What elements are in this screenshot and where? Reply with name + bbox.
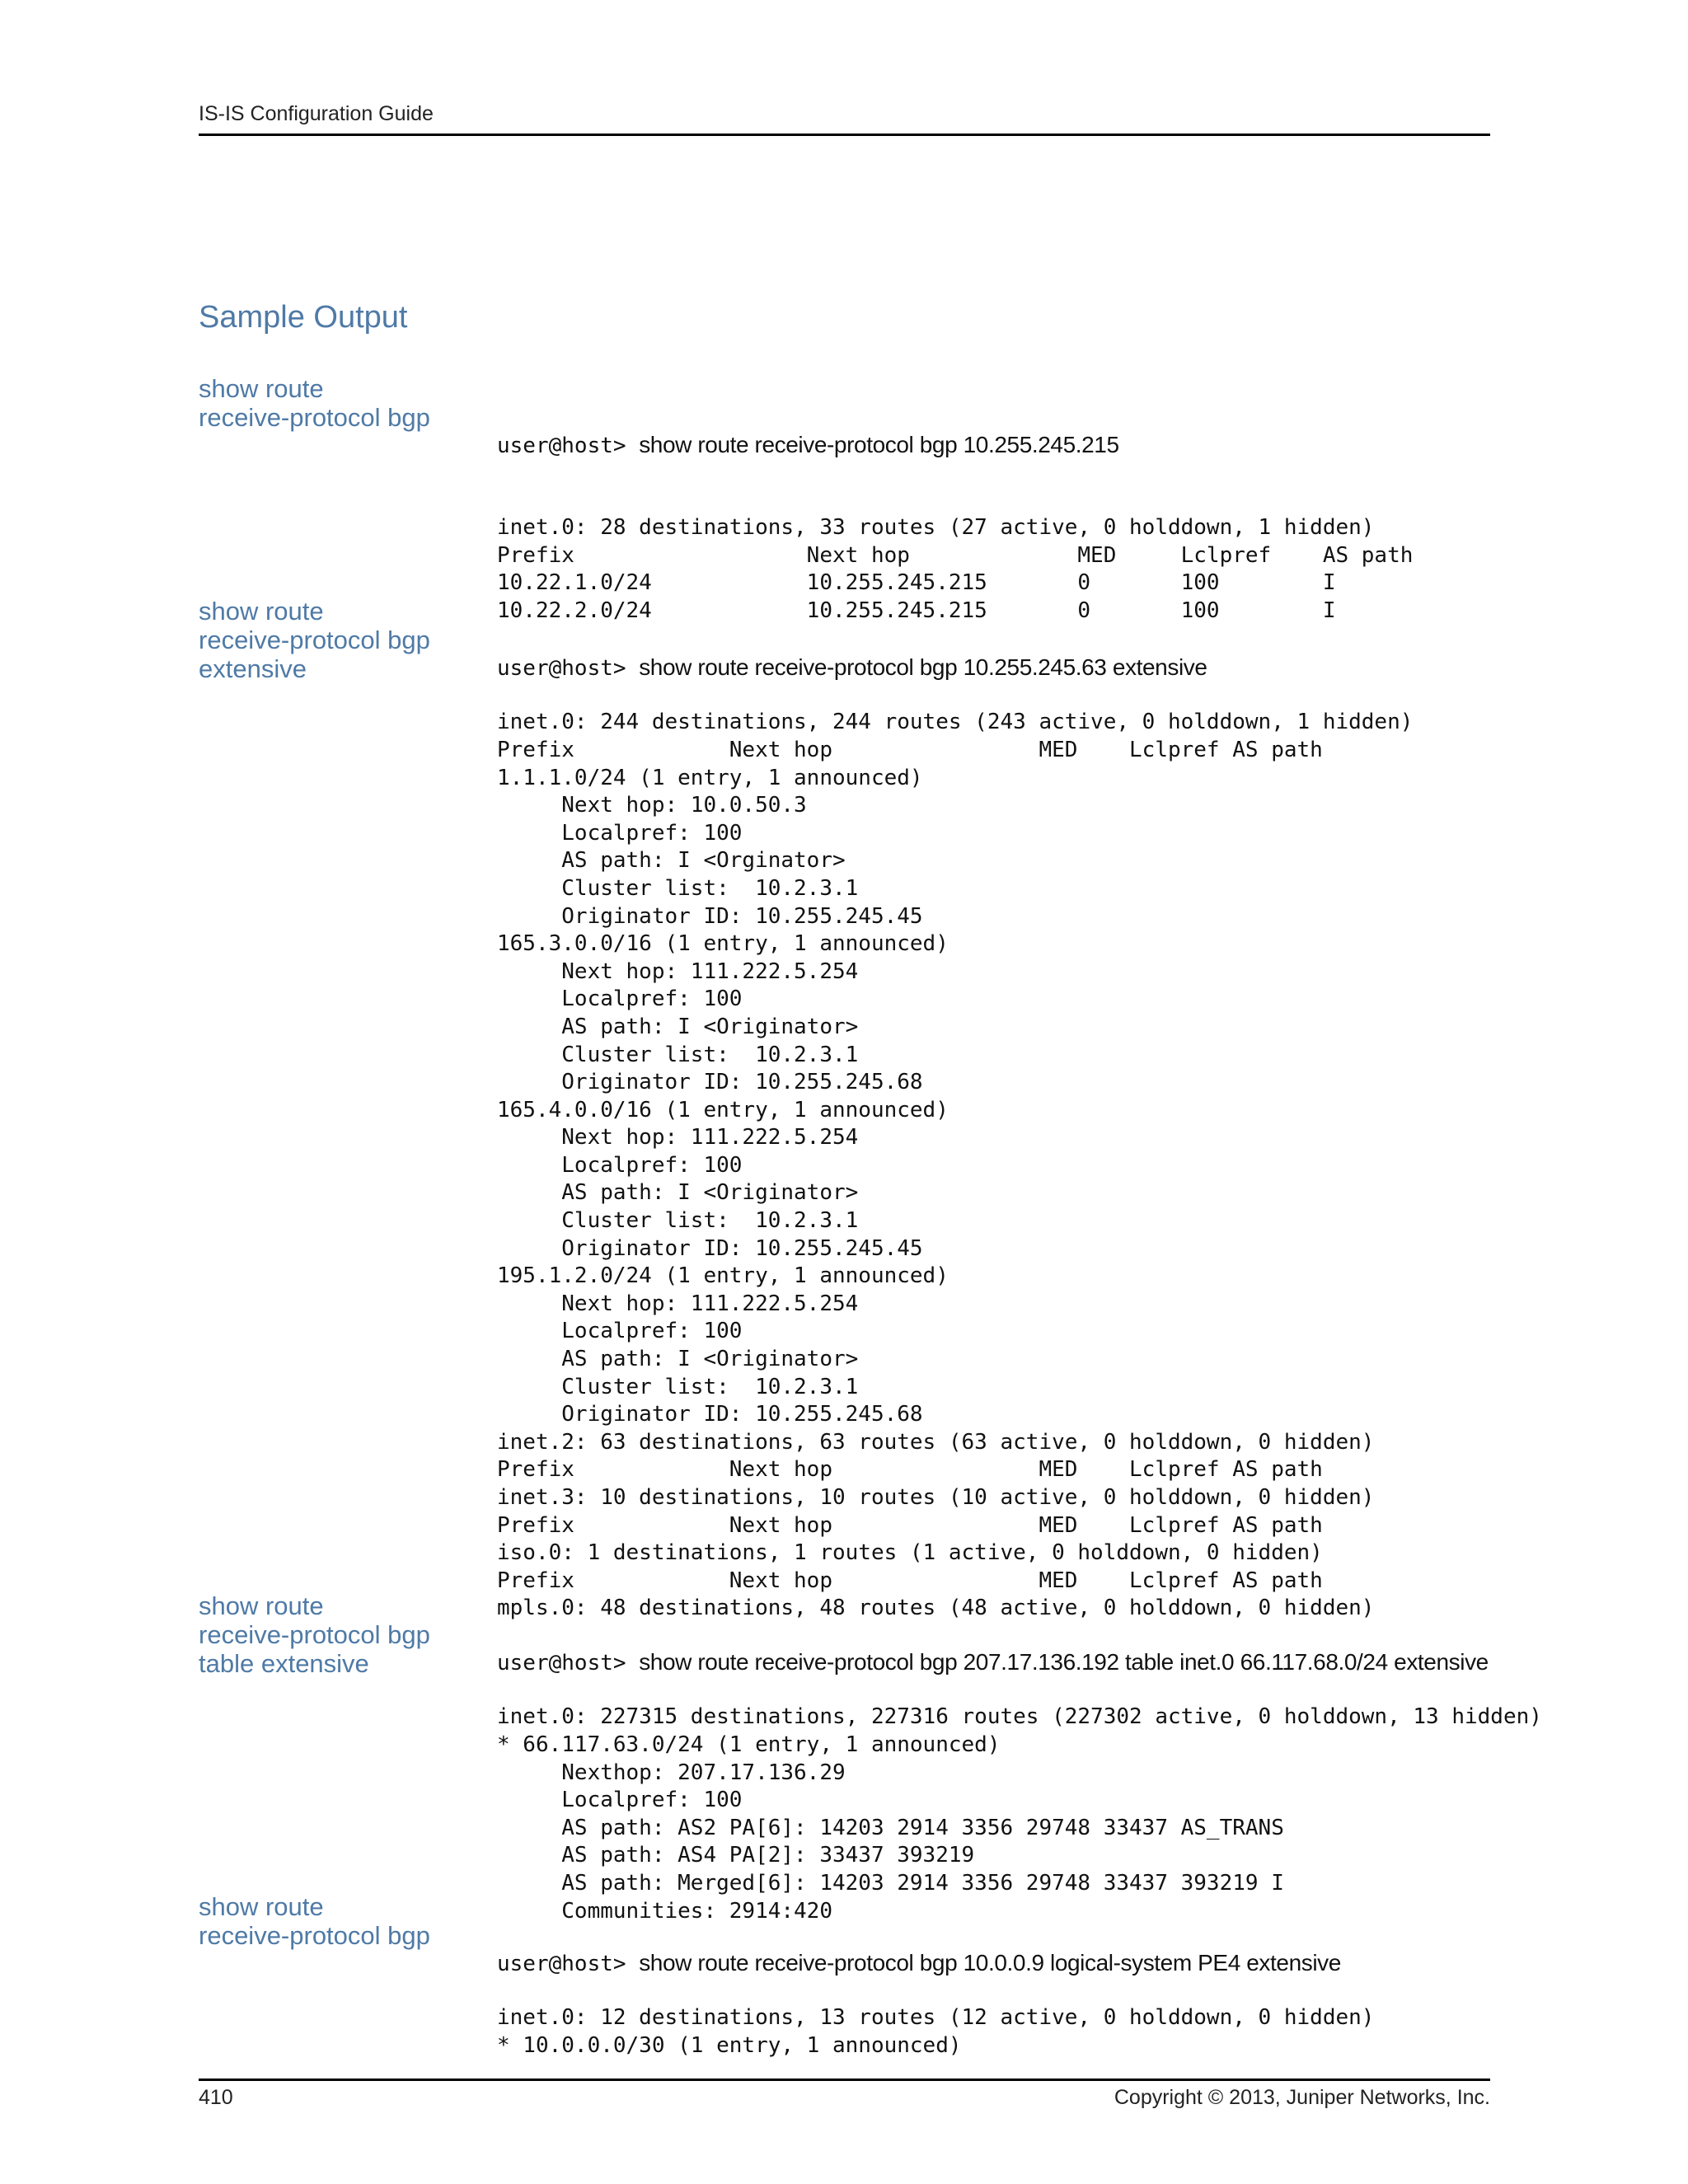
output-line: AS path: I <Orginator> bbox=[497, 848, 846, 874]
output-line: Originator ID: 10.255.245.45 bbox=[497, 1235, 923, 1261]
output-line: AS path: I <Originator> bbox=[497, 1347, 859, 1372]
output-line: Localpref: 100 bbox=[497, 987, 743, 1012]
code-block-2 bbox=[497, 598, 1494, 1623]
output-line: inet.0: 28 destinations, 33 routes (27 active, 0 holddown, 1 hidden) bbox=[497, 514, 1375, 540]
output-line: Next hop: 111.222.5.254 bbox=[497, 1291, 859, 1316]
output-line: 165.4.0.0/16 (1 entry, 1 announced) bbox=[497, 1097, 949, 1122]
output-line: Prefix Next hop MED Lclpref AS path bbox=[497, 1457, 1323, 1483]
example-label-1 bbox=[199, 374, 462, 432]
command-line bbox=[497, 431, 1494, 459]
label-line: show route bbox=[199, 1591, 324, 1620]
output-line: Next hop: 10.0.50.3 bbox=[497, 793, 807, 818]
label-line: show route bbox=[199, 597, 324, 626]
output-line: Nexthop: 207.17.136.29 bbox=[497, 1760, 846, 1785]
output-line: Communities: 2914:420 bbox=[497, 1898, 832, 1924]
output-line: Localpref: 100 bbox=[497, 1152, 743, 1178]
command-line bbox=[497, 1648, 1494, 1676]
output-line: Localpref: 100 bbox=[497, 1319, 743, 1344]
command: show route receive-protocol bgp 10.0.0.9 logical-system PE4 extensive bbox=[639, 1950, 1341, 1976]
code-block-1 bbox=[497, 376, 1494, 625]
label-line: receive-protocol bgp bbox=[199, 1921, 430, 1950]
output-line: Prefix Next hop MED Lclpref AS path bbox=[497, 1568, 1323, 1593]
copyright-notice: Copyright © 2013, Juniper Networks, Inc. bbox=[1114, 2086, 1490, 2109]
output-line: 165.3.0.0/16 (1 entry, 1 announced) bbox=[497, 931, 949, 957]
footer-rule bbox=[199, 2079, 1490, 2081]
command: show route receive-protocol bgp 207.17.136.192 table inet.0 66.117.68.0/24 extensive bbox=[639, 1649, 1489, 1675]
command-line bbox=[497, 1949, 1494, 1977]
prompt: user@host> bbox=[497, 656, 626, 682]
code-block-3 bbox=[497, 1593, 1542, 1925]
output-line: inet.0: 227315 destinations, 227316 routes (227302 active, 0 holddown, 13 hidden) bbox=[497, 1704, 1542, 1730]
header-rule bbox=[199, 134, 1490, 136]
label-line: table extensive bbox=[199, 1649, 369, 1678]
output-line: Prefix Next hop MED Lclpref AS path bbox=[497, 542, 1414, 568]
output-line: Originator ID: 10.255.245.68 bbox=[497, 1070, 923, 1095]
output-line: Prefix Next hop MED Lclpref AS path bbox=[497, 1512, 1323, 1538]
output-line: Cluster list: 10.2.3.1 bbox=[497, 875, 859, 901]
command: show route receive-protocol bgp 10.255.245.215 bbox=[639, 432, 1119, 458]
label-line: show route bbox=[199, 1892, 324, 1921]
output-line: * 66.117.63.0/24 (1 entry, 1 announced) bbox=[497, 1732, 1001, 1757]
output-line: inet.2: 63 destinations, 63 routes (63 active, 0 holddown, 0 hidden) bbox=[497, 1429, 1375, 1455]
output-line: iso.0: 1 destinations, 1 routes (1 active, 0 holddown, 0 hidden) bbox=[497, 1540, 1323, 1566]
prompt: user@host> bbox=[497, 1651, 626, 1676]
prompt: user@host> bbox=[497, 1952, 626, 1977]
output-line: mpls.0: 48 destinations, 48 routes (48 active, 0 holddown, 0 hidden) bbox=[497, 1596, 1375, 1621]
blank-line bbox=[497, 486, 1494, 514]
example-label-3 bbox=[199, 1591, 462, 1678]
output-line: inet.0: 244 destinations, 244 routes (243 active, 0 holddown, 1 hidden) bbox=[497, 710, 1414, 735]
output-line: Next hop: 111.222.5.254 bbox=[497, 1125, 859, 1151]
output-line: Localpref: 100 bbox=[497, 1788, 743, 1813]
output-line: Cluster list: 10.2.3.1 bbox=[497, 1374, 859, 1399]
output-line: Cluster list: 10.2.3.1 bbox=[497, 1208, 859, 1234]
output-line: AS path: Merged[6]: 14203 2914 3356 29748 33437 393219 I bbox=[497, 1870, 1284, 1896]
example-label-4 bbox=[199, 1892, 462, 1950]
output-line: AS path: AS4 PA[2]: 33437 393219 bbox=[497, 1843, 975, 1868]
output-line: AS path: I <Originator> bbox=[497, 1180, 859, 1206]
section-title: Sample Output bbox=[199, 300, 408, 335]
output-line: Originator ID: 10.255.245.68 bbox=[497, 1402, 923, 1427]
label-line: show route bbox=[199, 374, 324, 403]
label-line: receive-protocol bgp bbox=[199, 1620, 430, 1649]
output-line: inet.3: 10 destinations, 10 routes (10 active, 0 holddown, 0 hidden) bbox=[497, 1485, 1375, 1510]
output-line: Localpref: 100 bbox=[497, 820, 743, 846]
label-line: receive-protocol bgp bbox=[199, 403, 430, 432]
command: show route receive-protocol bgp 10.255.245.63 extensive bbox=[639, 654, 1207, 681]
output-line: inet.0: 12 destinations, 13 routes (12 active, 0 holddown, 0 hidden) bbox=[497, 2005, 1375, 2031]
prompt: user@host> bbox=[497, 434, 626, 459]
label-line: receive-protocol bgp bbox=[199, 626, 430, 654]
output-line: Next hop: 111.222.5.254 bbox=[497, 958, 859, 984]
output-line: Prefix Next hop MED Lclpref AS path bbox=[497, 737, 1323, 762]
output-line: 10.22.1.0/24 10.255.245.215 0 100 I bbox=[497, 570, 1336, 596]
running-header: IS-IS Configuration Guide bbox=[199, 102, 434, 125]
output-line: * 10.0.0.0/30 (1 entry, 1 announced) bbox=[497, 2032, 962, 2058]
page-number: 410 bbox=[199, 2086, 233, 2109]
output-line: 1.1.1.0/24 (1 entry, 1 announced) bbox=[497, 765, 923, 790]
output-line: 10.22.2.0/24 10.255.245.215 0 100 I bbox=[497, 598, 1336, 623]
output-line: AS path: I <Originator> bbox=[497, 1014, 859, 1039]
label-line: extensive bbox=[199, 654, 307, 683]
output-line: 195.1.2.0/24 (1 entry, 1 announced) bbox=[497, 1263, 949, 1289]
code-block-4 bbox=[497, 1894, 1494, 2060]
output-line: AS path: AS2 PA[6]: 14203 2914 3356 29748 33437 AS_TRANS bbox=[497, 1815, 1284, 1840]
command-line bbox=[497, 654, 1494, 682]
output-line: Originator ID: 10.255.245.45 bbox=[497, 903, 923, 929]
output-line: Cluster list: 10.2.3.1 bbox=[497, 1042, 859, 1067]
example-label-2 bbox=[199, 597, 462, 683]
